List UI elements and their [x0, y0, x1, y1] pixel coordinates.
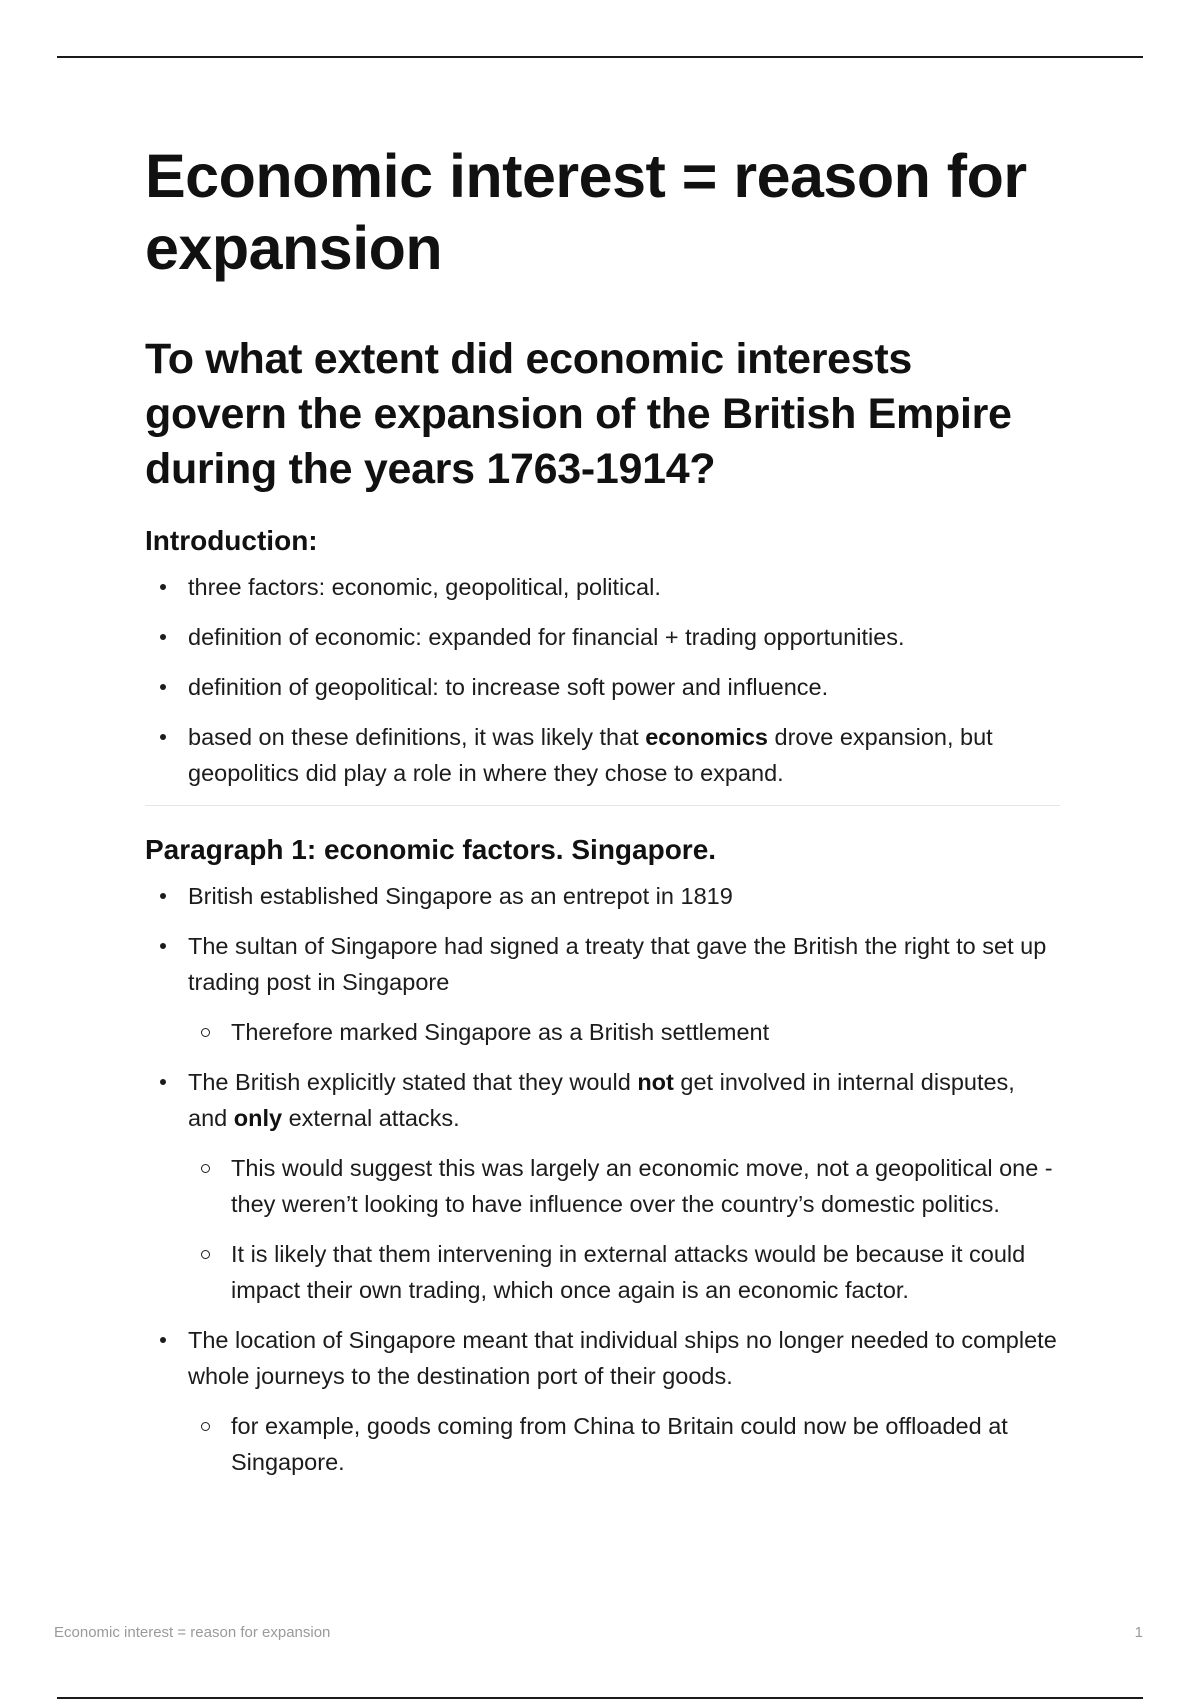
list-item	[145, 928, 1060, 1050]
sub-list	[188, 1408, 1060, 1480]
section-divider	[145, 805, 1060, 806]
sub-list-item: It is likely that them intervening in external attacks would be because it could impact their own trading, which once again is an economic factor.	[188, 1236, 1060, 1308]
essay-question: To what extent did economic interests govern the expansion of the British Empire during the years 1763-1914?	[145, 335, 1012, 493]
sub-list-item: Therefore marked Singapore as a British settlement	[188, 1014, 1060, 1050]
sub-list	[188, 1014, 1060, 1050]
page-number: 1	[1134, 1624, 1143, 1641]
intro-list	[145, 569, 1060, 791]
bottom-rule	[57, 1697, 1143, 1699]
text-run: external attacks.	[282, 1105, 460, 1131]
paragraph-1-heading: Paragraph 1: economic factors. Singapore.	[145, 834, 717, 865]
list-item: British established Singapore as an entrepot in 1819	[145, 878, 1060, 914]
list-item: definition of economic: expanded for financial + trading opportunities.	[145, 619, 1060, 655]
sub-list-item: for example, goods coming from China to Britain could now be offloaded at Singapore.	[188, 1408, 1060, 1480]
document-body	[145, 140, 1060, 1494]
text-run: The British explicitly stated that they would	[188, 1069, 638, 1095]
page-title: Economic interest = reason for expansion	[145, 142, 1027, 282]
list-item: definition of geopolitical: to increase soft power and influence.	[145, 669, 1060, 705]
text-run: based on these definitions, it was likely that	[188, 724, 646, 750]
sub-list-item: This would suggest this was largely an economic move, not a geopolitical one - they weren’t looking to have influence over the country’s domestic politics.	[188, 1150, 1060, 1222]
text-run: drove expansion, but geopolitics did play a role in where they chose to expand.	[188, 724, 993, 786]
bold-text: economics	[645, 724, 768, 750]
text-run: The location of Singapore meant that individual ships no longer needed to complete whole journeys to the destination port of their goods.	[188, 1327, 1057, 1389]
text-run: The sultan of Singapore had signed a treaty that gave the British the right to set up trading post in Singapore	[188, 933, 1047, 995]
footer-title: Economic interest = reason for expansion	[54, 1624, 331, 1641]
paragraph-1-list	[145, 878, 1060, 1480]
top-rule	[57, 56, 1143, 58]
sub-list	[188, 1150, 1060, 1308]
list-item: three factors: economic, geopolitical, political.	[145, 569, 1060, 605]
intro-heading: Introduction:	[145, 525, 318, 556]
list-item	[145, 1064, 1060, 1308]
text-run: get involved in internal disputes, and	[188, 1069, 1015, 1131]
list-item	[145, 719, 1060, 791]
list-item	[145, 1322, 1060, 1480]
bold-text: only	[233, 1105, 283, 1131]
bold-text: not	[637, 1069, 674, 1095]
